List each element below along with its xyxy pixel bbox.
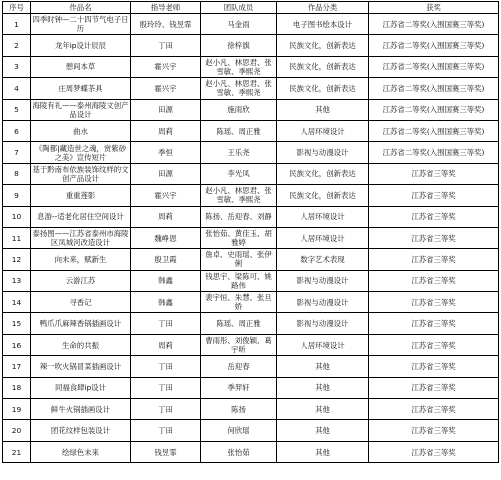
category-cell: 人居环境设计 — [277, 120, 369, 141]
award-cell: 江苏省二等奖(入围国赛三等奖) — [369, 120, 499, 141]
title-cell: 庄周梦蝶茶具 — [31, 78, 131, 99]
table-row — [3, 292, 499, 313]
members-cell: 曹雨彤、刘俊颖、葛宇昕 — [201, 334, 277, 355]
category-cell: 民族文化，创新表达 — [277, 35, 369, 56]
award-cell: 江苏省三等奖 — [369, 399, 499, 420]
award-cell: 江苏省三等奖 — [369, 270, 499, 291]
title-cell: 鸭爪爪麻辣香锅插画设计 — [31, 313, 131, 334]
table-row — [3, 334, 499, 355]
category-cell: 数字艺术表现 — [277, 249, 369, 270]
members-cell: 赵小凡、林思君、张雪敏、季熙尧 — [201, 56, 277, 77]
title-cell: 寻香记 — [31, 292, 131, 313]
title-cell: 息游--适老化居住空间设计 — [31, 206, 131, 227]
table-row — [3, 356, 499, 377]
index-cell: 21 — [3, 441, 31, 462]
advisor-cell: 田源 — [131, 163, 201, 184]
title-cell: 同福食肆ip设计 — [31, 377, 131, 398]
title-cell: 生命的共振 — [31, 334, 131, 355]
category-cell: 其他 — [277, 441, 369, 462]
category-cell: 影视与动漫设计 — [277, 313, 369, 334]
members-cell: 何欣瑶 — [201, 420, 277, 441]
award-cell: 江苏省三等奖 — [369, 249, 499, 270]
index-cell: 9 — [3, 185, 31, 206]
category-cell: 人居环境设计 — [277, 227, 369, 248]
table-row — [3, 249, 499, 270]
advisor-cell: 韩鑫 — [131, 270, 201, 291]
award-cell: 江苏省三等奖 — [369, 227, 499, 248]
title-cell: 鲜牛火锅插画设计 — [31, 399, 131, 420]
index-cell: 1 — [3, 14, 31, 35]
table-row — [3, 399, 499, 420]
award-cell: 江苏省三等奖 — [369, 356, 499, 377]
table-row — [3, 78, 499, 99]
index-cell: 15 — [3, 313, 31, 334]
advisor-cell: 丁田 — [131, 313, 201, 334]
title-cell: 绘绿色未来 — [31, 441, 131, 462]
advisor-cell: 霍兴宇 — [131, 56, 201, 77]
header-cell: 序号 — [3, 2, 31, 14]
table-row — [3, 441, 499, 462]
index-cell: 11 — [3, 227, 31, 248]
members-cell: 陈扬、岳迎春、刘静 — [201, 206, 277, 227]
award-cell: 江苏省二等奖(入围国赛三等奖) — [369, 142, 499, 163]
advisor-cell: 殷玲玲、钱昱霏 — [131, 14, 201, 35]
title-cell: 重重莲影 — [31, 185, 131, 206]
header-cell: 作品分类 — [277, 2, 369, 14]
index-cell: 18 — [3, 377, 31, 398]
advisor-cell: 周莉 — [131, 334, 201, 355]
category-cell: 其他 — [277, 377, 369, 398]
advisor-cell: 丁田 — [131, 420, 201, 441]
header-cell: 指导老师 — [131, 2, 201, 14]
advisor-cell: 霍兴宇 — [131, 78, 201, 99]
title-cell: 泰扬图——江苏省泰州市海陵区凤城河改造设计 — [32, 229, 129, 248]
advisor-cell: 丁田 — [131, 356, 201, 377]
table-row — [3, 120, 499, 141]
members-cell: 赵小凡、林思君、张雪敏、季熙尧 — [201, 78, 277, 99]
members-cell: 钱思宇、梁陈可、姚路伟 — [201, 270, 277, 291]
index-cell: 16 — [3, 334, 31, 355]
title-cell: 海陵有礼——泰州海陵文创产品设计 — [32, 100, 129, 119]
table-row — [3, 420, 499, 441]
index-cell: 8 — [3, 163, 31, 184]
header-cell: 团队成员 — [201, 2, 277, 14]
index-cell: 14 — [3, 292, 31, 313]
award-cell: 江苏省三等奖 — [369, 441, 499, 462]
award-cell: 江苏省二等奖(入围国赛三等奖) — [369, 35, 499, 56]
members-cell: 施雨欣 — [201, 99, 277, 120]
table-row — [3, 35, 499, 56]
index-cell: 4 — [3, 78, 31, 99]
award-cell: 江苏省三等奖 — [369, 292, 499, 313]
advisor-cell: 魏峥恩 — [131, 227, 201, 248]
award-cell: 江苏省二等奖(入围国赛三等奖) — [369, 78, 499, 99]
table-row — [3, 56, 499, 77]
title-cell: 云游江苏 — [31, 270, 131, 291]
members-cell: 季羿轩 — [201, 377, 277, 398]
index-cell: 20 — [3, 420, 31, 441]
members-cell: 裴宇恒、朱慧、张旦娇 — [201, 292, 277, 313]
category-cell: 其他 — [277, 399, 369, 420]
index-cell: 2 — [3, 35, 31, 56]
members-cell: 马金雨 — [201, 14, 277, 35]
table-row — [3, 163, 499, 184]
award-cell: 江苏省三等奖 — [369, 206, 499, 227]
category-cell: 其他 — [277, 99, 369, 120]
members-cell: 岳迎春 — [201, 356, 277, 377]
title-cell: 《陶都|藏造世之魂，赏紫砂之美》宣传短片 — [31, 142, 131, 163]
advisor-cell: 丁田 — [131, 399, 201, 420]
index-cell: 10 — [3, 206, 31, 227]
title-cell: 曲水 — [31, 120, 131, 141]
index-cell: 7 — [3, 142, 31, 163]
index-cell: 3 — [3, 56, 31, 77]
index-cell: 6 — [3, 120, 31, 141]
advisor-cell: 周莉 — [131, 120, 201, 141]
advisor-cell: 丁田 — [131, 377, 201, 398]
category-cell: 其他 — [277, 420, 369, 441]
members-cell: 詹卓、史雨瑶、张伊俐 — [201, 249, 277, 270]
members-cell: 陈瑶、周正雅 — [201, 313, 277, 334]
award-cell: 江苏省三等奖 — [369, 420, 499, 441]
index-cell: 17 — [3, 356, 31, 377]
table-row — [3, 142, 499, 163]
award-cell: 江苏省三等奖 — [369, 163, 499, 184]
table-row — [3, 270, 499, 291]
advisor-cell: 田源 — [131, 99, 201, 120]
award-cell: 江苏省二等奖(入围国赛三等奖) — [369, 56, 499, 77]
table-row — [3, 185, 499, 206]
table-row — [3, 206, 499, 227]
award-cell: 江苏省三等奖 — [369, 313, 499, 334]
category-cell: 电子图书绘本设计 — [277, 14, 369, 35]
category-cell: 民族文化，创新表达 — [277, 163, 369, 184]
index-cell: 12 — [3, 249, 31, 270]
title-cell: 憩间本草 — [31, 56, 131, 77]
award-cell: 江苏省二等奖(入围国赛三等奖) — [369, 99, 499, 120]
category-cell: 民族文化，创新表达 — [277, 56, 369, 77]
title-cell: 向未来，赋新生 — [31, 249, 131, 270]
category-cell: 民族文化，创新表达 — [277, 78, 369, 99]
table-row — [3, 377, 499, 398]
table-header-row — [3, 2, 499, 14]
award-cell: 江苏省三等奖 — [369, 185, 499, 206]
title-cell: 基于黔南布依族装饰纹样的文创产品设计 — [32, 164, 129, 183]
category-cell: 影视与动漫设计 — [277, 292, 369, 313]
category-cell: 人居环境设计 — [277, 206, 369, 227]
members-cell: 张怡茹、黄佳玉、胡雅婷 — [201, 227, 277, 248]
index-cell: 13 — [3, 270, 31, 291]
advisor-cell: 钱昱霏 — [131, 441, 201, 462]
header-cell: 获奖 — [369, 2, 499, 14]
index-cell: 5 — [3, 99, 31, 120]
advisor-cell: 韩鑫 — [131, 292, 201, 313]
advisor-cell: 周莉 — [131, 206, 201, 227]
title-cell: 龙年ip设计辰辰 — [31, 35, 131, 56]
award-cell: 江苏省三等奖 — [369, 334, 499, 355]
award-cell: 江苏省三等奖 — [369, 377, 499, 398]
title-cell: 团花纹样包装设计 — [31, 420, 131, 441]
members-cell: 张怡茹 — [201, 441, 277, 462]
awards-table — [2, 1, 499, 463]
category-cell: 影视与动漫设计 — [277, 142, 369, 163]
members-cell: 赵小凡、林思君、张雪敏、季熙尧 — [201, 185, 277, 206]
table-row — [3, 14, 499, 35]
table-row — [3, 227, 499, 248]
title-cell: 四季时钟—二十四节气电子日历 — [32, 15, 129, 34]
members-cell: 王乐尧 — [201, 142, 277, 163]
members-cell: 徐梓旗 — [201, 35, 277, 56]
category-cell: 影视与动漫设计 — [277, 270, 369, 291]
category-cell: 民族文化，创新表达 — [277, 185, 369, 206]
table-row — [3, 99, 499, 120]
table-row — [3, 313, 499, 334]
category-cell: 人居环境设计 — [277, 334, 369, 355]
index-cell: 19 — [3, 399, 31, 420]
members-cell: 陈瑶、周正雅 — [201, 120, 277, 141]
members-cell: 李光凤 — [201, 163, 277, 184]
members-cell: 陈扬 — [201, 399, 277, 420]
advisor-cell: 殷卫霞 — [131, 249, 201, 270]
advisor-cell: 季恒 — [131, 142, 201, 163]
advisor-cell: 丁田 — [131, 35, 201, 56]
header-cell: 作品名 — [31, 2, 131, 14]
category-cell: 其他 — [277, 356, 369, 377]
award-cell: 江苏省二等奖(入围国赛三等奖) — [369, 14, 499, 35]
advisor-cell: 霍兴宇 — [131, 185, 201, 206]
title-cell: 辣一吹火锅冒菜插画设计 — [31, 356, 131, 377]
